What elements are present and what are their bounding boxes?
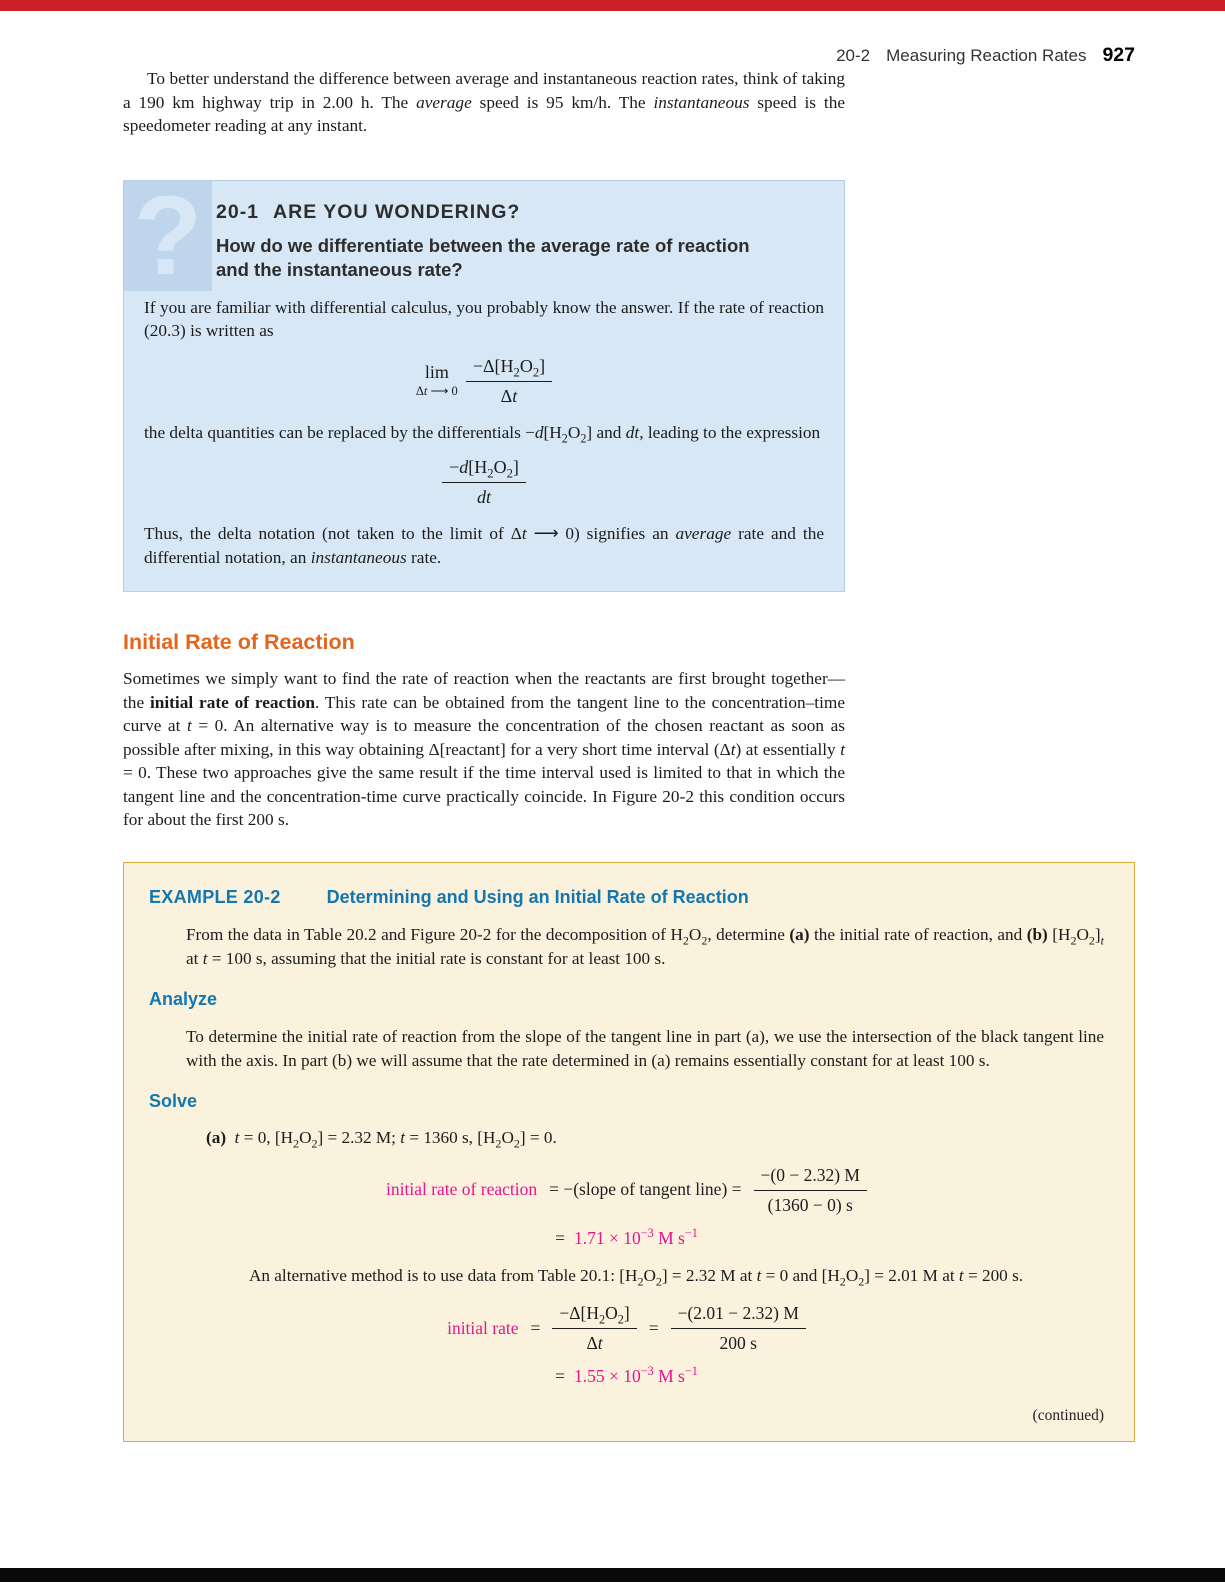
fraction-denominator: (1360 − 0) s [767, 1194, 853, 1215]
equation-label: initial rate of reaction [386, 1179, 538, 1199]
wondering-number: 20-1 [216, 200, 260, 223]
equals-sign: = [555, 1366, 565, 1386]
question-mark-glyph: ? [133, 180, 203, 291]
wondering-paragraph-2: the delta quantities can be replaced by the differentials $-d[H_2O_2]$ and dt, leading to the expression [144, 422, 821, 445]
average-rate-fraction [466, 355, 552, 407]
limit-rate-formula [144, 355, 824, 407]
wondering-header [216, 181, 824, 282]
limit-operator [416, 363, 458, 398]
equals-sign: = [555, 1227, 565, 1248]
analyze-text: To determine the initial rate of reaction from the slope of the tangent line in part (a), we use the intersection of the black tangent line with the axis. In part (b) we will assume that the rate determined in (a) remains essentially constant for at least 100 s. [186, 1026, 1104, 1070]
are-you-wondering-box [123, 180, 845, 593]
example-header [149, 887, 1104, 908]
running-head-title: Measuring Reaction Rates [886, 46, 1087, 65]
analyze-heading: Analyze [149, 988, 218, 1009]
wondering-question: How do we differentiate between the average rate of reaction and the instantaneous rate? [216, 234, 750, 280]
wondering-paragraph-1: If you are familiar with differential calculus, you probably know the answer. If the rate of reaction (20.3) is written as [144, 297, 824, 340]
example-box [123, 862, 1135, 1443]
wondering-title-text: ARE YOU WONDERING? [273, 200, 521, 223]
equation-middle: = −(slope of tangent line) = [549, 1179, 742, 1199]
question-mark-icon [124, 181, 212, 291]
delta-rate-fraction [552, 1302, 636, 1354]
bottom-bar [0, 1568, 1225, 1582]
continued-note: (continued) [1032, 1407, 1104, 1424]
page-number: 927 [1102, 44, 1135, 66]
page-content [123, 44, 1135, 1442]
differential-rate-formula [144, 456, 824, 508]
slope-fraction [754, 1164, 867, 1216]
solve-heading: Solve [149, 1090, 198, 1111]
fraction-denominator: 200 s [719, 1333, 757, 1353]
alternative-rate-result [149, 1366, 1104, 1387]
running-head [123, 44, 1135, 67]
example-title: Determining and Using an Initial Rate of Reaction [326, 886, 749, 907]
equals-sign: = [530, 1317, 541, 1338]
equals-sign: = [648, 1317, 659, 1338]
fraction-denominator: Δt [500, 385, 518, 406]
section-paragraph: Sometimes we simply want to find the rate of reaction when the reactants are first brought together—the initial rate of reaction. This rate can be obtained from the tangent line to the concentration–time curve at t = 0. An alternative way is to measure the concentration of the chosen reactant as soon as possible after mixing, in this way obtaining Δ[reactant] for a very short time interval (Δt) at essentially t = 0. These two approaches give the same result if the time interval used is limited to that in which the tangent line and the concentration-time curve practically coincide. In Figure 20-2 this condition occurs for about the first 200 s. [123, 669, 845, 829]
solve-step-a: (a) t = 0, $[H_2O_2] = 2.32$ M; t = 1360 s, $[H_2O_2] = 0$. [206, 1127, 557, 1150]
initial-rate-result [149, 1225, 1104, 1249]
example-problem-statement: From the data in Table 20.2 and Figure 20-2 for the decomposition of $H_2O_2$, determine (a) the initial rate of reaction, and (b) $[H_2O_2]_t$ at t = 100 s, assuming that the initial rate is constant for at least 100 s. [186, 924, 1104, 968]
limit-word: lim [424, 361, 449, 382]
alternative-method-text: An alternative method is to use data from Table 20.1: $[H_2O_2] = 2.32$ M at t = 0 and $[H_2O_2] = 2.01$ M at t = 200 s. [249, 1265, 1024, 1288]
initial-rate-equation [149, 1164, 1104, 1216]
intro-paragraph: To better understand the difference between average and instantaneous reaction rates, think of taking a 190 km highway trip in 2.00 h. The average speed is 95 km/h. The instantaneous speed is the speedometer reading at any instant. [123, 69, 845, 135]
fraction-numerator: $-d[H_2O_2]$ [442, 456, 526, 483]
fraction-denominator: dt [476, 487, 491, 507]
example-label: EXAMPLE 20-2 [149, 886, 281, 907]
fraction-numerator: $-\Delta[H_2O_2]$ [552, 1302, 636, 1329]
fraction-numerator: −(2.01 − 2.32) M [671, 1302, 806, 1329]
instantaneous-rate-fraction [442, 456, 526, 508]
result-value: $1.71 \times 10^{-3}$ M $s^{-1}$ [573, 1225, 698, 1248]
alternative-rate-equation [149, 1302, 1104, 1354]
top-accent-bar [0, 0, 1225, 11]
fraction-numerator: −(0 − 2.32) M [754, 1164, 867, 1191]
fraction-numerator: $-\Delta[H_2O_2]$ [466, 355, 552, 382]
wondering-paragraph-3: Thus, the delta notation (not taken to the limit of Δt ⟶ 0) signifies an average rate and the differential notation, an instantaneous rate. [144, 524, 825, 567]
limit-subscript: Δt ⟶ 0 [415, 383, 458, 398]
section-heading-initial-rate-of-reaction: Initial Rate of Reaction [123, 630, 355, 654]
numeric-rate-fraction [671, 1302, 806, 1354]
result-value: $1.55 \times 10^{-3}$ M $s^{-1}$ [573, 1364, 698, 1386]
equation-label: initial rate [447, 1317, 519, 1338]
running-head-section-number: 20-2 [836, 46, 871, 65]
wondering-title [216, 201, 824, 224]
fraction-denominator: Δt [586, 1333, 603, 1353]
